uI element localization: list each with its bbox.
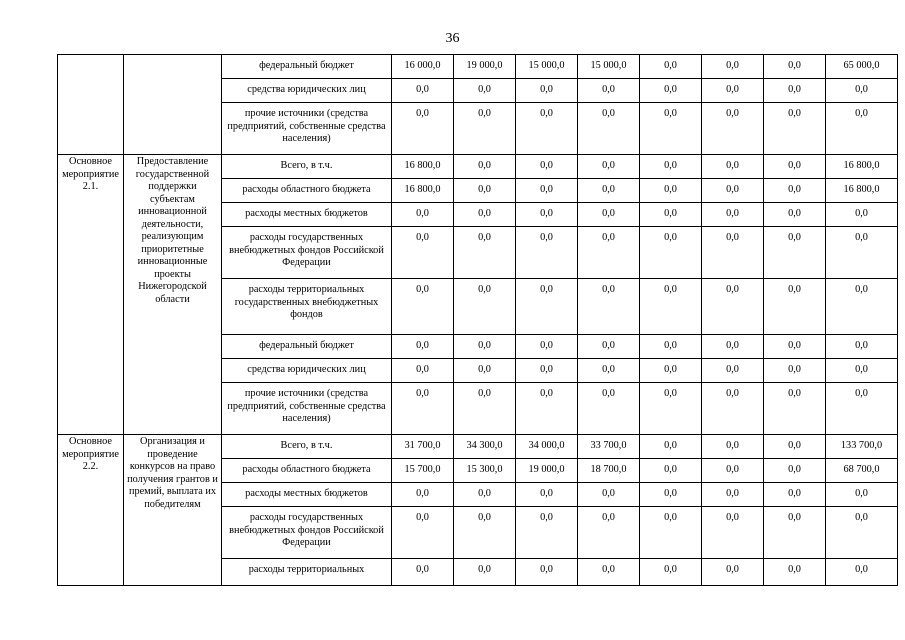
measure-name-cell: Предоставление государственной поддержки субъектам инновационной деятельности, реализующим приоритетные инновационные проекты Нижегородской области (124, 155, 222, 435)
table-row (58, 155, 898, 179)
value-cell: 0,0 (764, 279, 826, 335)
value-cell: 0,0 (764, 483, 826, 507)
value-cell: 0,0 (764, 55, 826, 79)
measure-code-cell: Основное мероприятие 2.2. (58, 435, 124, 586)
value-cell: 0,0 (764, 559, 826, 586)
value-cell: 133 700,0 (826, 435, 898, 459)
value-cell: 0,0 (392, 483, 454, 507)
value-cell: 0,0 (702, 559, 764, 586)
value-cell: 0,0 (454, 559, 516, 586)
value-cell: 34 000,0 (516, 435, 578, 459)
value-cell: 0,0 (392, 559, 454, 586)
measure-code-cell (58, 55, 124, 155)
value-cell: 0,0 (578, 203, 640, 227)
value-cell: 0,0 (640, 203, 702, 227)
value-cell: 0,0 (640, 227, 702, 279)
value-cell: 0,0 (454, 79, 516, 103)
value-cell: 0,0 (764, 507, 826, 559)
funding-source-cell: расходы территориальных государственных внебюджетных фондов (222, 279, 392, 335)
value-cell: 0,0 (578, 359, 640, 383)
value-cell: 0,0 (640, 459, 702, 483)
funding-source-cell: расходы областного бюджета (222, 179, 392, 203)
value-cell: 0,0 (764, 155, 826, 179)
value-cell: 0,0 (516, 155, 578, 179)
value-cell: 0,0 (578, 155, 640, 179)
value-cell: 33 700,0 (578, 435, 640, 459)
value-cell: 0,0 (702, 227, 764, 279)
value-cell: 0,0 (702, 55, 764, 79)
measure-name-cell (124, 55, 222, 155)
value-cell: 0,0 (702, 203, 764, 227)
value-cell: 0,0 (578, 79, 640, 103)
measure-name-cell: Организация и проведение конкурсов на право получения грантов и премий, выплата их победителям (124, 435, 222, 586)
value-cell: 0,0 (826, 335, 898, 359)
value-cell: 0,0 (392, 383, 454, 435)
value-cell: 0,0 (764, 203, 826, 227)
value-cell: 0,0 (516, 79, 578, 103)
value-cell: 0,0 (516, 383, 578, 435)
value-cell: 0,0 (640, 179, 702, 203)
value-cell: 0,0 (454, 103, 516, 155)
value-cell: 0,0 (640, 103, 702, 155)
funding-source-cell: расходы местных бюджетов (222, 483, 392, 507)
value-cell: 0,0 (640, 155, 702, 179)
value-cell: 0,0 (640, 79, 702, 103)
value-cell: 0,0 (826, 79, 898, 103)
value-cell: 0,0 (702, 79, 764, 103)
value-cell: 0,0 (516, 507, 578, 559)
funding-source-cell: расходы государственных внебюджетных фондов Российской Федерации (222, 507, 392, 559)
value-cell: 0,0 (516, 227, 578, 279)
value-cell: 16 800,0 (392, 155, 454, 179)
value-cell: 16 000,0 (392, 55, 454, 79)
value-cell: 0,0 (454, 155, 516, 179)
value-cell: 0,0 (392, 335, 454, 359)
value-cell: 0,0 (578, 179, 640, 203)
value-cell: 34 300,0 (454, 435, 516, 459)
funding-source-cell: расходы областного бюджета (222, 459, 392, 483)
funding-source-cell: средства юридических лиц (222, 79, 392, 103)
value-cell: 0,0 (764, 227, 826, 279)
value-cell: 65 000,0 (826, 55, 898, 79)
value-cell: 0,0 (702, 459, 764, 483)
funding-source-cell: средства юридических лиц (222, 359, 392, 383)
value-cell: 0,0 (392, 203, 454, 227)
value-cell: 16 800,0 (826, 179, 898, 203)
value-cell: 0,0 (702, 179, 764, 203)
page-number: 36 (445, 31, 460, 46)
value-cell: 0,0 (392, 79, 454, 103)
value-cell: 15 700,0 (392, 459, 454, 483)
value-cell: 0,0 (702, 279, 764, 335)
measure-code-cell: Основное мероприятие 2.1. (58, 155, 124, 435)
value-cell: 0,0 (640, 507, 702, 559)
funding-source-cell: прочие источники (средства предприятий, собственные средства населения) (222, 383, 392, 435)
value-cell: 0,0 (454, 335, 516, 359)
value-cell: 0,0 (826, 383, 898, 435)
table-row (58, 55, 898, 79)
value-cell: 0,0 (640, 435, 702, 459)
value-cell: 0,0 (516, 335, 578, 359)
value-cell: 0,0 (826, 483, 898, 507)
value-cell: 16 800,0 (826, 155, 898, 179)
value-cell: 0,0 (578, 335, 640, 359)
value-cell: 0,0 (702, 383, 764, 435)
value-cell: 0,0 (764, 459, 826, 483)
value-cell: 0,0 (764, 359, 826, 383)
value-cell: 0,0 (764, 335, 826, 359)
value-cell: 0,0 (454, 227, 516, 279)
value-cell: 0,0 (764, 179, 826, 203)
value-cell: 0,0 (764, 79, 826, 103)
value-cell: 0,0 (640, 335, 702, 359)
value-cell: 0,0 (392, 279, 454, 335)
value-cell: 0,0 (578, 559, 640, 586)
value-cell: 0,0 (516, 559, 578, 586)
value-cell: 0,0 (454, 383, 516, 435)
value-cell: 0,0 (392, 103, 454, 155)
value-cell: 0,0 (702, 103, 764, 155)
value-cell: 0,0 (392, 227, 454, 279)
funding-source-cell: прочие источники (средства предприятий, собственные средства населения) (222, 103, 392, 155)
value-cell: 0,0 (826, 559, 898, 586)
value-cell: 0,0 (764, 383, 826, 435)
value-cell: 0,0 (826, 279, 898, 335)
value-cell: 0,0 (516, 279, 578, 335)
funding-source-cell: Всего, в т.ч. (222, 155, 392, 179)
value-cell: 0,0 (516, 103, 578, 155)
value-cell: 0,0 (578, 227, 640, 279)
funding-source-cell: расходы местных бюджетов (222, 203, 392, 227)
value-cell: 0,0 (578, 383, 640, 435)
value-cell: 31 700,0 (392, 435, 454, 459)
funding-source-cell: расходы государственных внебюджетных фондов Российской Федерации (222, 227, 392, 279)
value-cell: 0,0 (702, 483, 764, 507)
value-cell: 0,0 (764, 103, 826, 155)
value-cell: 0,0 (702, 155, 764, 179)
value-cell: 15 300,0 (454, 459, 516, 483)
value-cell: 0,0 (640, 559, 702, 586)
value-cell: 0,0 (454, 279, 516, 335)
value-cell: 0,0 (454, 359, 516, 383)
value-cell: 15 000,0 (578, 55, 640, 79)
value-cell: 0,0 (826, 227, 898, 279)
value-cell: 0,0 (516, 179, 578, 203)
value-cell: 0,0 (826, 359, 898, 383)
funding-source-cell: расходы территориальных (222, 559, 392, 586)
funding-source-cell: федеральный бюджет (222, 335, 392, 359)
value-cell: 0,0 (392, 359, 454, 383)
value-cell: 0,0 (702, 435, 764, 459)
budget-table-body (58, 55, 898, 586)
value-cell: 0,0 (454, 483, 516, 507)
value-cell: 0,0 (640, 279, 702, 335)
value-cell: 0,0 (702, 335, 764, 359)
value-cell: 0,0 (702, 359, 764, 383)
value-cell: 0,0 (640, 483, 702, 507)
value-cell: 0,0 (702, 507, 764, 559)
value-cell: 0,0 (516, 483, 578, 507)
value-cell: 16 800,0 (392, 179, 454, 203)
value-cell: 0,0 (640, 383, 702, 435)
table-row (58, 435, 898, 459)
funding-source-cell: федеральный бюджет (222, 55, 392, 79)
value-cell: 0,0 (516, 359, 578, 383)
value-cell: 0,0 (826, 507, 898, 559)
value-cell: 0,0 (826, 103, 898, 155)
value-cell: 0,0 (454, 179, 516, 203)
value-cell: 0,0 (578, 279, 640, 335)
value-cell: 19 000,0 (516, 459, 578, 483)
value-cell: 0,0 (578, 507, 640, 559)
value-cell: 0,0 (454, 203, 516, 227)
value-cell: 15 000,0 (516, 55, 578, 79)
value-cell: 18 700,0 (578, 459, 640, 483)
value-cell: 0,0 (578, 103, 640, 155)
value-cell: 0,0 (578, 483, 640, 507)
value-cell: 0,0 (764, 435, 826, 459)
value-cell: 0,0 (826, 203, 898, 227)
value-cell: 19 000,0 (454, 55, 516, 79)
value-cell: 0,0 (640, 359, 702, 383)
funding-source-cell: Всего, в т.ч. (222, 435, 392, 459)
value-cell: 0,0 (392, 507, 454, 559)
budget-table (57, 54, 898, 586)
value-cell: 0,0 (454, 507, 516, 559)
value-cell: 0,0 (640, 55, 702, 79)
value-cell: 68 700,0 (826, 459, 898, 483)
value-cell: 0,0 (516, 203, 578, 227)
